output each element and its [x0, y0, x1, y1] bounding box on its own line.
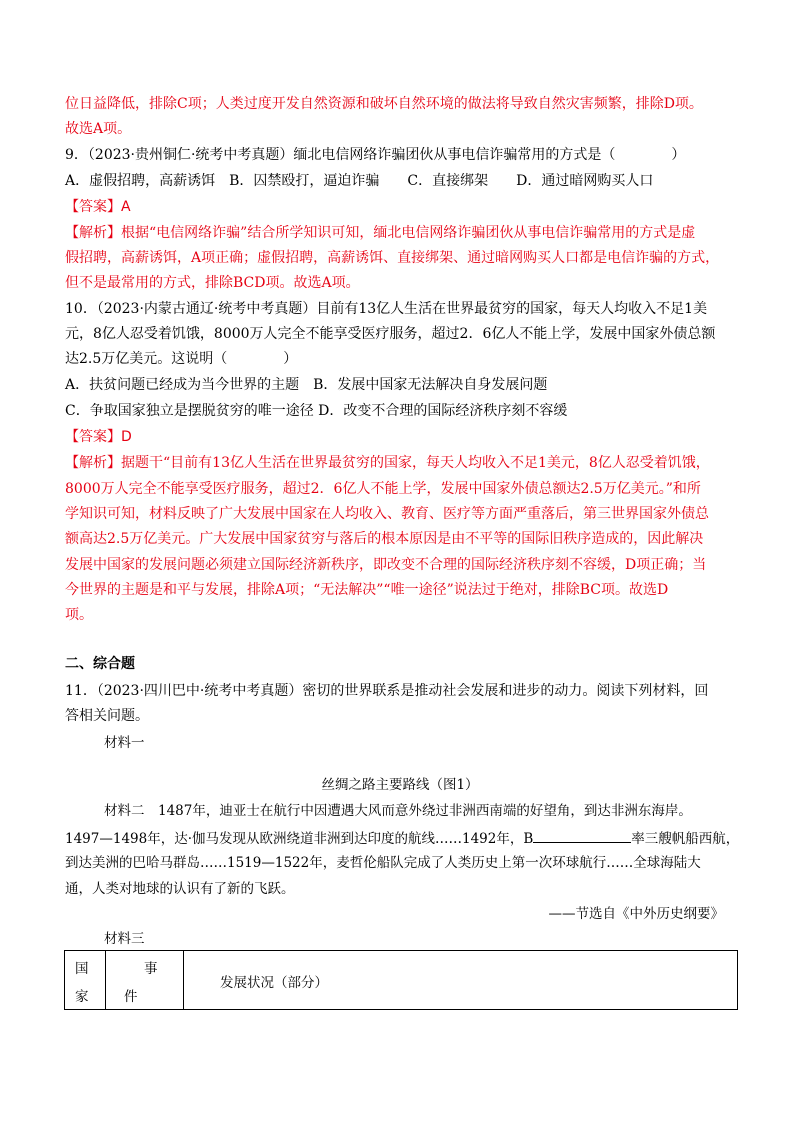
q9-explanation-line-2: 假招聘，高薪诱饵，A项正确；虚假招聘，高薪诱饵、直接绑架、通过暗网购买人口都是电信诈骗的方式，	[65, 250, 720, 266]
q10-explanation-line-6: 今世界的主题是和平与发展，排除A项；“无法解决”“唯一途径”说法过于绝对，排除BC项。故选D	[65, 582, 669, 598]
q10-explanation-line-7: 项。	[65, 607, 93, 623]
material-two-line-3: 到达美洲的巴哈马群岛……1519—1522年，麦哲伦船队完成了人类历史上第一次环球航行……全球海陆大	[65, 855, 701, 871]
material-three-table	[64, 950, 738, 1010]
material-three-label: 材料三	[104, 931, 145, 947]
prev-explanation-line-2: 故选A项。	[65, 121, 132, 137]
q10-stem-line-2: 元，8亿人忍受着饥饿，8000万人完全不能享受医疗服务，超过2．6亿人不能上学，发展中国家外债总额	[65, 326, 716, 342]
q10-answer: 【答案】D	[65, 429, 132, 445]
q10-explanation-line-4: 额高达2.5万亿美元。广大发展中国家贫穷与落后的根本原因是由不平等的国际旧秩序造成的，因此解决	[65, 531, 704, 547]
prev-explanation-line-1: 位日益降低，排除C项；人类过度开发自然资源和破坏自然环境的做法将导致自然灾害频繁，排除D项。	[65, 96, 703, 112]
figure-caption: 丝绸之路主要路线（图1）	[321, 777, 479, 793]
material-one-label: 材料一	[104, 735, 145, 751]
q9-stem: 9．（2023·贵州铜仁·统考中考真题）缅北电信网络诈骗团伙从事电信诈骗常用的方式是（ ）	[65, 147, 686, 163]
material-two-line-2-part-b: 率三艘帆船西航，	[631, 831, 740, 847]
material-two-line-2-part-a: 1497—1498年，达·伽马发现从欧洲绕道非洲到达印度的航线……1492年，B	[65, 831, 534, 847]
q9-options: A．虚假招聘，高薪诱饵 B．囚禁殴打，逼迫诈骗 C．直接绑架 D．通过暗网购买人口	[65, 173, 654, 189]
table-header-development: 发展状况（部分）	[184, 951, 738, 1010]
section-heading: 二、综合题	[65, 656, 135, 672]
q10-stem-line-1: 10．（2023·内蒙古通辽·统考中考真题）目前有13亿人生活在世界最贫穷的国家，每天人均收入不足1美	[65, 301, 708, 317]
q11-stem-line-1: 11．（2023·四川巴中·统考中考真题）密切的世界联系是推动社会发展和进步的动力。阅读下列材料，回	[65, 683, 709, 699]
q10-stem-line-3: 达2.5万亿美元。这说明（ ）	[65, 351, 298, 367]
q9-explanation-line-1: 【解析】根据“电信网络诈骗”结合所学知识可知，缅北电信网络诈骗团伙从事电信诈骗常用的方式是虚	[65, 225, 696, 241]
q10-explanation-line-5: 发展中国家的发展问题必须建立国际经济新秩序，即改变不合理的国际经济秩序刻不容缓，D项正确；当	[65, 557, 707, 573]
q10-options-2: C．争取国家独立是摆脱贫穷的唯一途径 D．改变不合理的国际经济秩序刻不容缓	[65, 403, 568, 419]
q10-explanation-line-1: 【解析】据题干“目前有13亿人生活在世界最贫穷的国家，每天人均收入不足1美元，8亿人忍受着饥饿，	[65, 455, 710, 471]
table-header-event: 事 件	[106, 951, 184, 1010]
q10-options-1: A．扶贫问题已经成为当今世界的主题 B．发展中国家无法解决自身发展问题	[65, 377, 548, 393]
q11-stem-line-2: 答相关问题。	[65, 708, 149, 724]
q9-answer: 【答案】A	[65, 199, 131, 215]
table-row	[65, 951, 738, 1010]
q10-explanation-line-2: 8000万人完全不能享受医疗服务，超过2．6亿人不能上学，发展中国家外债总额达2.5万亿美元。”和所	[65, 481, 701, 497]
material-two-source: ——节选自《中外历史纲要》	[548, 906, 724, 922]
material-two-line-1: 材料二 1487年，迪亚士在航行中因遭遇大风而意外绕过非洲西南端的好望角，到达非洲东海岸。	[104, 803, 692, 819]
q10-explanation-line-3: 学知识可知，材料反映了广大发展中国家在人均收入、教育、医疗等方面严重落后，第三世界国家外债总	[65, 506, 709, 522]
material-two-line-2	[65, 828, 739, 848]
q9-explanation-line-3: 但不是最常用的方式，排除BCD项。故选A项。	[65, 275, 360, 291]
table-header-country: 国 家	[65, 951, 106, 1010]
fill-in-blank[interactable]	[533, 828, 631, 843]
material-two-line-4: 通，人类对地球的认识有了新的飞跃。	[65, 881, 295, 897]
